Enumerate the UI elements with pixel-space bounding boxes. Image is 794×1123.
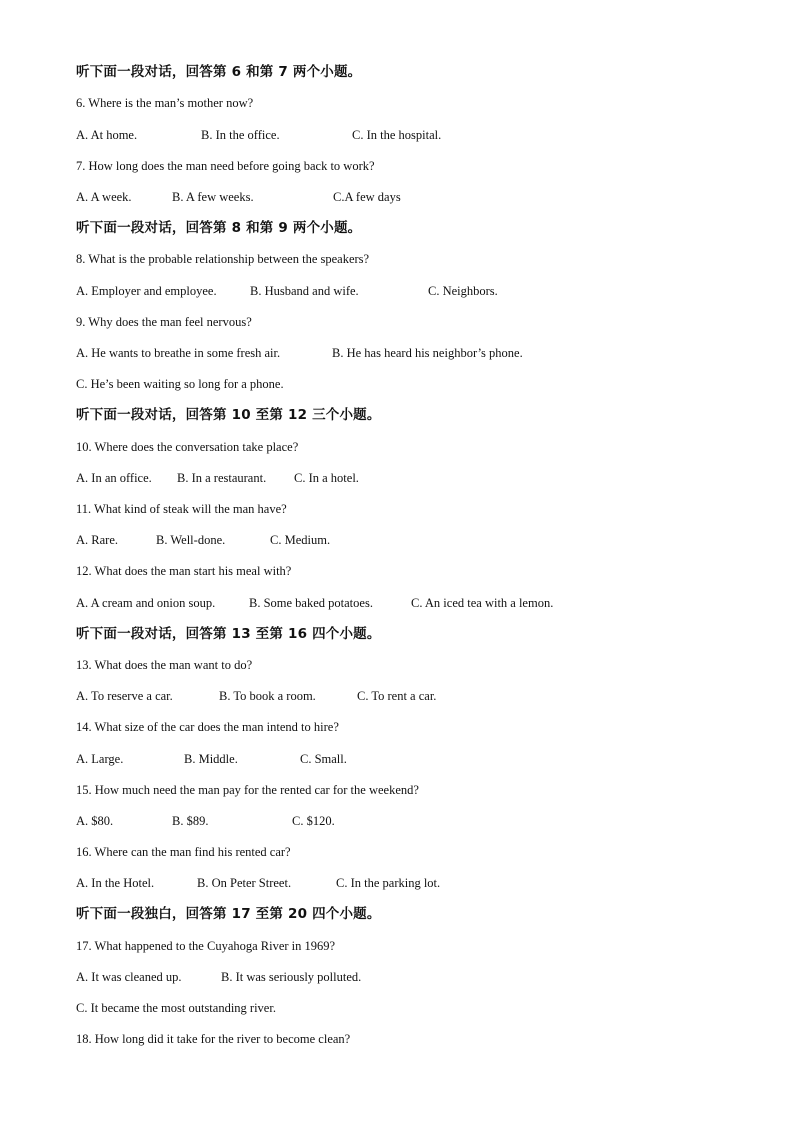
option-c: C. An iced tea with a lemon.	[411, 596, 554, 610]
options-10	[76, 470, 359, 486]
option-c: C. $120.	[292, 814, 335, 828]
options-6	[76, 127, 441, 143]
option-b: B. A few weeks.	[172, 190, 254, 204]
option-a: A. He wants to breathe in some fresh air.	[76, 346, 281, 360]
option-b: B. $89.	[172, 814, 209, 828]
options-7	[76, 189, 401, 205]
options-16	[76, 875, 440, 891]
section-heading: 听下面一段对话，回答第 8 和第 9 两个小题。	[76, 220, 362, 236]
options-11	[76, 532, 330, 548]
question-15: 15. How much need the man pay for the rented car for the weekend?	[76, 783, 419, 797]
option-b: B. He has heard his neighbor’s phone.	[332, 346, 523, 360]
option-a: A. Large.	[76, 752, 124, 766]
question-7: 7. How long does the man need before going back to work?	[76, 159, 375, 173]
question-14: 14. What size of the car does the man intend to hire?	[76, 720, 339, 734]
option-a: A. In the Hotel.	[76, 876, 155, 890]
option-b: B. It was seriously polluted.	[221, 970, 362, 984]
option-b: B. In the office.	[201, 128, 280, 142]
option-a: A. In an office.	[76, 471, 152, 485]
option-b: B. Well-done.	[156, 533, 226, 547]
option-a: A. To reserve a car.	[76, 689, 173, 703]
question-11: 11. What kind of steak will the man have?	[76, 502, 287, 516]
options-14	[76, 751, 347, 767]
section-heading: 听下面一段对话，回答第 6 和第 7 两个小题。	[76, 64, 362, 80]
option-a: A. A cream and onion soup.	[76, 596, 216, 610]
option-a: A. Employer and employee.	[76, 284, 217, 298]
option-b: B. Some baked potatoes.	[249, 596, 373, 610]
option-a: A. Rare.	[76, 533, 118, 547]
question-17: 17. What happened to the Cuyahoga River in 1969?	[76, 939, 336, 953]
options-9	[76, 345, 523, 361]
option-c: C.A few days	[333, 190, 401, 204]
option-c: C. In the parking lot.	[336, 876, 441, 890]
option-b: B. On Peter Street.	[197, 876, 292, 890]
question-10: 10. Where does the conversation take place?	[76, 440, 299, 454]
option-a: A. It was cleaned up.	[76, 970, 182, 984]
option-c: C. In a hotel.	[294, 471, 359, 485]
option-a: A. At home.	[76, 128, 138, 142]
option-c: C. To rent a car.	[357, 689, 437, 703]
options-12	[76, 595, 553, 611]
question-13: 13. What does the man want to do?	[76, 658, 253, 672]
option-c: C. Neighbors.	[428, 284, 498, 298]
option-b: B. Middle.	[184, 752, 238, 766]
options-15	[76, 813, 335, 829]
option-a: A. $80.	[76, 814, 114, 828]
options-8	[76, 283, 498, 299]
question-12: 12. What does the man start his meal with?	[76, 564, 292, 578]
options-17	[76, 969, 361, 985]
section-heading: 听下面一段对话，回答第 13 至第 16 四个小题。	[76, 626, 381, 642]
question-16: 16. Where can the man find his rented car?	[76, 845, 291, 859]
option-b: B. Husband and wife.	[250, 284, 359, 298]
question-9: 9. Why does the man feel nervous?	[76, 315, 252, 329]
option-17c: C. It became the most outstanding river.	[76, 1001, 276, 1015]
option-b: B. In a restaurant.	[177, 471, 267, 485]
option-c: C. In the hospital.	[352, 128, 442, 142]
section-heading: 听下面一段对话，回答第 10 至第 12 三个小题。	[76, 407, 381, 423]
options-13	[76, 688, 436, 704]
question-6: 6. Where is the man’s mother now?	[76, 96, 254, 110]
section-heading: 听下面一段独白，回答第 17 至第 20 四个小题。	[76, 906, 381, 922]
option-a: A. A week.	[76, 190, 132, 204]
question-8: 8. What is the probable relationship between the speakers?	[76, 252, 370, 266]
option-c: C. Medium.	[270, 533, 331, 547]
option-b: B. To book a room.	[219, 689, 316, 703]
question-18: 18. How long did it take for the river to become clean?	[76, 1032, 351, 1046]
option-c: C. Small.	[300, 752, 347, 766]
option-9c: C. He’s been waiting so long for a phone.	[76, 377, 284, 391]
